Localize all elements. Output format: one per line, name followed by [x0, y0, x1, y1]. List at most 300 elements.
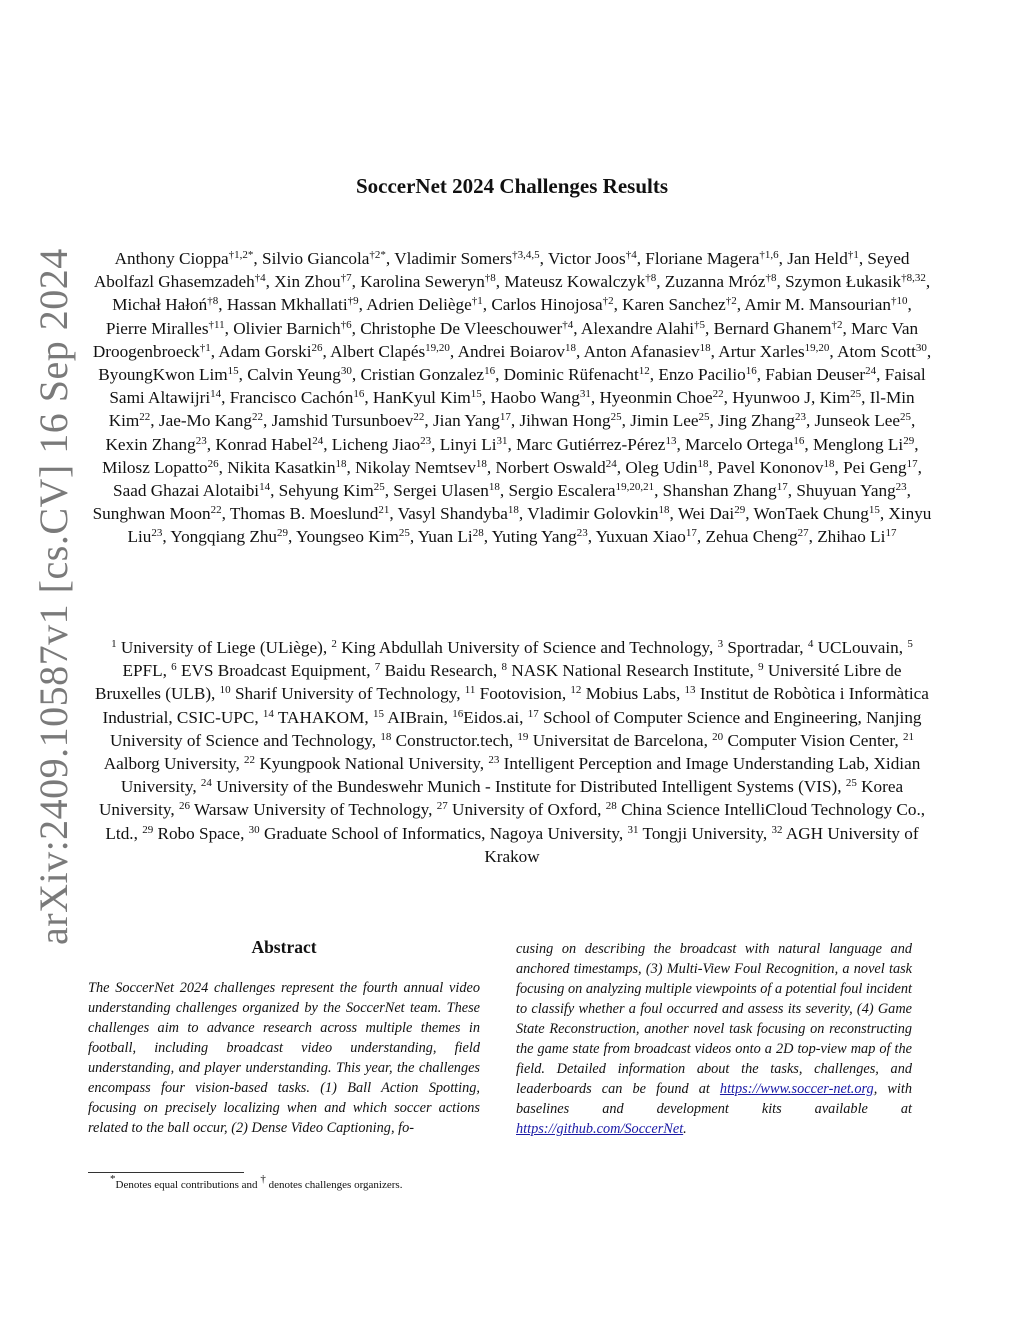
affiliation	[452, 708, 519, 727]
author-name: Atom Scott	[837, 341, 916, 361]
author-affiliation-marks: †1,6	[759, 249, 779, 261]
author	[272, 411, 425, 430]
author-name: Marc Van Droogenbroeck	[92, 318, 919, 361]
author-name: Youngseo Kim	[295, 527, 399, 547]
affiliation-number: 10	[219, 684, 231, 697]
author-affiliation-marks: 19,20	[425, 341, 450, 354]
author-affiliation-marks: 31	[579, 388, 591, 401]
affiliation-name: EVS Broadcast Equipment	[180, 661, 367, 681]
affiliation-number: 25	[845, 777, 857, 790]
author-affiliation-marks: †6	[340, 318, 352, 331]
author-name: Calvin Yeung	[247, 365, 341, 385]
author-affiliation-marks: †1,2*	[228, 249, 254, 261]
affiliation-number: 23	[488, 754, 500, 767]
author	[516, 435, 676, 454]
author-name: Zuzanna Mróz	[664, 272, 766, 292]
author	[678, 504, 745, 523]
author	[625, 458, 708, 477]
author	[490, 388, 590, 407]
author-affiliation-marks: 25	[610, 411, 622, 424]
author-affiliation-marks: 14	[259, 481, 271, 494]
author-name: Karolina Seweryn	[360, 272, 485, 292]
affiliation-number: 21	[903, 730, 915, 743]
author-name: Sunghwan Moon	[92, 504, 211, 524]
author	[440, 435, 508, 454]
author-name: Silvio Giancola	[262, 249, 370, 268]
abstract-text-right-part1: cusing on describing the broadcast with natural language and anchored timestamps, (3) Multi-View Foul Recognition, a novel task focusing on analyzing multiple viewpoints of a potential foul incident to classify whether a foul occurred and assess its severity, (4) Game State Reconstruction, another novel task focusing on reconstructing the game state from broadcast videos onto a 2D top-view map of the field. Detailed information about the tasks, challenges, and leaderboards can be found at	[516, 941, 912, 1097]
author-name: Francisco Cachón	[229, 388, 354, 408]
author-affiliation-marks: 19,20	[804, 341, 830, 354]
author-name: Carlos Hinojosa	[491, 295, 603, 315]
author	[227, 458, 346, 477]
author-affiliation-marks: 23	[794, 411, 806, 424]
author	[663, 481, 788, 500]
author-name: Menglong Li	[812, 434, 904, 454]
affiliation-name: TAHAKOM	[277, 707, 365, 727]
affiliation-name: King Abdullah University of Science and Technology	[341, 638, 709, 657]
author-name: Anton Afanasiev	[583, 341, 700, 361]
author-affiliation-marks: †8	[484, 272, 496, 285]
author-name: Enzo Pacilio	[658, 365, 746, 385]
author-name: Jae-Mo Kang	[158, 411, 252, 431]
affiliation	[331, 638, 709, 657]
arxiv-identifier: arXiv:2409.10587v1 [cs.CV] 16 Sep 2024	[31, 248, 76, 945]
author	[230, 504, 389, 523]
author	[718, 342, 829, 361]
author-name: Wei Dai	[677, 504, 735, 524]
affiliation-name: Mobius Labs	[585, 684, 676, 704]
abstract-heading: Abstract	[251, 937, 317, 957]
author	[279, 481, 385, 500]
author-affiliation-marks: 16	[353, 388, 365, 401]
author-name: Adrien Deliège	[366, 295, 472, 315]
author-affiliation-marks: 22	[139, 411, 151, 424]
author	[622, 295, 737, 314]
author	[815, 411, 911, 430]
author-name: Vasyl Shandyba	[397, 504, 508, 524]
author-affiliation-marks: 18	[488, 481, 500, 494]
author-name: Olivier Barnich	[233, 318, 341, 338]
author-name: Zehua Cheng	[705, 527, 798, 547]
author-affiliation-marks: 24	[865, 365, 877, 378]
author-name: Xinyu Liu	[127, 504, 932, 547]
author	[658, 365, 756, 384]
author	[296, 527, 410, 546]
author	[218, 342, 322, 361]
author-affiliation-marks: 23	[576, 527, 588, 540]
author-affiliation-marks: 29	[734, 504, 746, 517]
author-name: Fabian Deuser	[765, 365, 866, 385]
author-name: Szymon Łukasik	[785, 272, 902, 292]
affiliation-name: AIBrain	[387, 707, 444, 727]
affiliation	[111, 638, 323, 657]
author-affiliation-marks: 15	[227, 365, 239, 378]
author-name: Yuting Yang	[491, 527, 577, 547]
author-name: Sergio Escalera	[508, 481, 616, 501]
author-name: Dominic Rüfenacht	[503, 365, 639, 385]
author-name: Jan Held	[787, 249, 848, 268]
affiliation-number: 14	[262, 707, 274, 720]
author	[394, 249, 539, 268]
author-affiliation-marks: 22	[413, 411, 425, 424]
author	[355, 458, 487, 477]
author	[373, 388, 482, 407]
author	[215, 435, 323, 454]
abstract-text-right	[516, 939, 912, 1139]
affiliation-name: Tongji University	[642, 823, 763, 843]
affiliation	[380, 731, 508, 750]
author	[765, 365, 876, 384]
author-affiliation-marks: †2	[602, 295, 614, 308]
abstract-text-right-part2: , with baselines and development kits available at	[516, 1081, 912, 1117]
affiliation-number: 31	[627, 823, 639, 836]
affiliation-number: 29	[142, 823, 154, 836]
affiliation-name: Institut de Robòtica i Informàtica Industrial, CSIC-UPC	[102, 684, 929, 727]
author-name: Jimin Lee	[630, 411, 699, 431]
author	[796, 481, 906, 500]
affiliation-number: 2	[331, 638, 337, 650]
author-name: Andrei Boiarov	[457, 341, 565, 361]
author	[548, 249, 637, 268]
author-affiliation-marks: 25	[398, 527, 410, 540]
affiliation	[142, 824, 240, 843]
author-affiliation-marks: †7	[340, 272, 352, 285]
author-affiliation-marks: 18	[507, 504, 519, 517]
footnote-text-equal: Denotes equal contributions and	[115, 1179, 258, 1191]
affiliation-number: 24	[200, 777, 212, 790]
affiliation-name: Universitat de Barcelona	[532, 730, 704, 750]
github-link[interactable]: https://github.com/SoccerNet	[516, 1121, 684, 1137]
author-name: Shuyuan Yang	[796, 481, 896, 501]
author-name: Christophe De Vleeschouwer	[360, 318, 563, 338]
author-affiliation-marks: †2*	[369, 249, 386, 261]
author-affiliation-marks: 23	[151, 527, 163, 540]
author-affiliation-marks: 25	[899, 411, 911, 424]
author	[665, 272, 777, 291]
affiliation-number: 9	[758, 661, 764, 674]
author	[227, 295, 359, 314]
soccernet-website-link[interactable]: https://www.soccer-net.org	[719, 1081, 874, 1097]
author-affiliation-marks: †8	[645, 272, 657, 285]
author-affiliation-marks: †4	[625, 249, 637, 261]
affiliation	[628, 824, 763, 843]
author-affiliation-marks: †1	[471, 295, 483, 308]
author-name: Xin Zhou	[274, 272, 341, 292]
affiliation	[249, 824, 619, 843]
author-name: Thomas B. Moeslund	[229, 504, 379, 524]
abstract-text-left: The SoccerNet 2024 challenges represent the fourth annual video understanding challenges organized by the SoccerNet team. These challenges aim to advance research across multiple themes in football, including broadcast video understanding, field understanding, and player understanding. This year, the challenges encompass four vision-based tasks. (1) Ball Action Spotting, focusing on precisely localizing when and which soccer actions related to the ball occur, (2) Dense Video Captioning, fo-	[88, 980, 480, 1136]
author-name: Haobo Wang	[490, 388, 580, 408]
author-name: Karen Sanchez	[622, 295, 726, 315]
affiliation-name: Computer Vision Center	[727, 730, 895, 750]
author-name: Jing Zhang	[718, 411, 795, 431]
author-affiliation-marks: 16	[745, 365, 757, 378]
author-affiliation-marks: 27	[797, 527, 809, 540]
affiliation-number: 18	[380, 730, 392, 743]
author	[159, 411, 263, 430]
author-affiliation-marks: 22	[251, 411, 263, 424]
affiliation-name: AGH University of Krakow	[484, 823, 919, 866]
affiliation	[570, 684, 676, 703]
author	[509, 481, 655, 500]
affiliation	[171, 661, 366, 680]
author-affiliation-marks: 25	[373, 481, 385, 494]
author	[106, 319, 225, 338]
affiliation-name: University of the Bundeswehr Munich - Institute for Distributed Intelligent Systems (VIS)	[216, 777, 838, 797]
author-affiliation-marks: 23	[195, 434, 207, 447]
author-name: Anthony Cioppa	[114, 249, 229, 268]
author-name: Pei Geng	[843, 457, 907, 477]
author-affiliation-marks: †3,4,5	[512, 249, 540, 261]
author-affiliation-marks: 30	[340, 365, 352, 378]
author-name: Hassan Mkhallati	[226, 295, 348, 315]
paper-title: SoccerNet 2024 Challenges Results	[355, 174, 669, 198]
affiliation-name: Intelligent Perception and Image Understanding Lab, Xidian University	[120, 754, 921, 797]
author	[330, 342, 450, 361]
author	[645, 249, 778, 268]
affiliation	[502, 661, 750, 680]
author-affiliation-marks: 22	[712, 388, 724, 401]
author	[274, 272, 351, 291]
author	[233, 319, 351, 338]
author	[492, 527, 588, 546]
affiliation-number: 26	[178, 800, 190, 813]
author-list: Anthony Cioppa$^{\dagger 1,2*}$, Silvio Giancola$^{\dagger 2*}$, Vladimir Somers$^{\dagger 3,4,5}$, Victor Joos$^{\dagger 4}$, Floriane Magera$^{\dagger 1,6}$, Jan Held$^{\dagger 1}$, Seyed Abolfazl Ghasemzadeh$^{\dagger 4}$, Xin Zhou$^{\dagger 7}$, Karolina Seweryn$^{\dagger 8}$, Mateusz Kowalczyk$^{\dagger 8}$, Zuzanna Mróz$^{\dagger 8}$, Szymon Łukasik$^{\dagger 8,32}$, Michał Hałoń$^{\dagger 8}$, Hassan Mkhallati$^{\dagger 9}$, Adrien Deliège$^{\dagger 1}$, Carlos Hinojosa$^{\dagger 2}$, Karen Sanchez$^{\dagger 2}$, Amir M. Mansourian$^{\dagger 10}$, Pierre Miralles$^{\dagger 11}$, Olivier Barnich$^{\dagger 6}$, Christophe De Vleeschouwer$^{\dagger 4}$, Alexandre Alahi$^{\dagger 5}$, Bernard Ghanem$^{\dagger 2}$, Marc Van Droogenbroeck$^{\dagger 1}$, Adam Gorski$^{26}$, Albert Clapés$^{19,20}$, Andrei Boiarov$^{18}$, Anton Afanasiev$^{18}$, Artur Xarles$^{19,20}$, Atom Scott$^{30}$, ByoungKwon Lim$^{15}$, Calvin Yeung$^{30}$, Cristian Gonzalez$^{16}$, Dominic Rüfenacht$^{12}$, Enzo Pacilio$^{16}$, Fabian Deuser$^{24}$, Faisal Sami Altawijri$^{14}$, Francisco Cachón$^{16}$, HanKyul Kim$^{15}$, Haobo Wang$^{31}$, Hyeonmin Choe$^{22}$, Hyunwoo J, Kim$^{25}$, Il-Min Kim$^{22}$, Jae-Mo Kang$^{22}$, Jamshid Tursunboev$^{22}$, Jian Yang$^{17}$, Jihwan Hong$^{25}$, Jimin Lee$^{25}$, Jing Zhang$^{23}$, Junseok Lee$^{25}$, Kexin Zhang$^{23}$, Konrad Habel$^{24}$, Licheng Jiao$^{23}$, Linyi Li$^{31}$, Marc Gutiérrez-Pérez$^{13}$, Marcelo Ortega$^{16}$, Menglong Li$^{29}$, Milosz Lopatto$^{26}$, Nikita Kasatkin$^{18}$, Nikolay Nemtsev$^{18}$, Norbert Oswald$^{24}$, Oleg Udin$^{18}$, Pavel Kononov$^{18}$, Pei Geng$^{17}$, Saad Ghazai Alotaibi$^{14}$, Sehyung Kim$^{25}$, Sergei Ulasen$^{18}$, Sergio Escalera$^{19,20,21}$, Shanshan Zhang$^{17}$, Shuyuan Yang$^{23}$, Sunghwan Moon$^{22}$, Thomas B. Moeslund$^{21}$, Vasyl Shandyba$^{18}$, Vladimir Golovkin$^{18}$, Wei Dai$^{29}$, WonTaek Chung$^{15}$, Xinyu Liu$^{23}$, Yongqiang Zhu$^{29}$, Youngseo Kim$^{25}$, Yuan Li$^{28}$, Yuting Yang$^{23}$, Yuxuan Xiao$^{17}$, Zehua Cheng$^{27}$, Zhihao Li$^{17}$	[92, 249, 932, 547]
affiliation	[244, 754, 480, 773]
author	[596, 527, 697, 546]
affiliation-number: 3	[717, 638, 724, 650]
author-name: Oleg Udin	[625, 457, 698, 477]
affiliation-number: 22	[244, 754, 256, 767]
author	[817, 527, 896, 546]
author-name: WonTaek Chung	[753, 504, 869, 524]
affiliation-name: University of Oxford	[452, 800, 598, 820]
author-name: Yuxuan Xiao	[595, 527, 686, 547]
author	[504, 365, 650, 384]
affiliation-name: School of Computer Science and Engineering, Nanjing University of Science and Technology	[109, 707, 922, 750]
author-name: Yongqiang Zhu	[170, 527, 278, 547]
affiliation-number: 8	[501, 661, 508, 674]
author-affiliation-marks: 18	[823, 457, 835, 470]
author-affiliation-marks: 23	[420, 434, 432, 447]
author-affiliation-marks: †8	[207, 295, 219, 308]
affiliation	[220, 684, 457, 703]
affiliation-name: Baidu Research	[384, 661, 493, 681]
author-affiliation-marks: †11	[208, 318, 225, 331]
affiliation-number: 12	[570, 684, 582, 697]
author	[785, 272, 926, 291]
affiliation-name: UCLouvain	[817, 638, 899, 657]
author	[93, 504, 222, 523]
author-affiliation-marks: †1	[199, 341, 211, 354]
author	[98, 365, 238, 384]
author-name: Seyed Abolfazl Ghasemzadeh	[93, 249, 910, 292]
affiliation-name: Constructor.tech	[395, 730, 509, 750]
affiliation-number: 6	[171, 661, 177, 674]
affiliation-name: University of Liege (ULiège)	[120, 638, 323, 657]
affiliation-number: 28	[605, 800, 617, 813]
author	[112, 295, 218, 314]
author-name: Mateusz Kowalczyk	[504, 272, 646, 292]
author-name: Marc Gutiérrez-Pérez	[516, 434, 666, 454]
author	[106, 435, 207, 454]
author-name: Saad Ghazai Alotaibi	[113, 481, 260, 501]
author-name: Yuan Li	[417, 527, 473, 547]
affiliation-name: Sportradar	[727, 638, 800, 657]
affiliation-number: 19	[517, 730, 529, 743]
author-name: Jihwan Hong	[519, 411, 611, 431]
affiliation	[179, 800, 428, 819]
affiliation-number: 27	[436, 800, 448, 813]
footnote-marker-dagger: †	[260, 1173, 266, 1185]
author-affiliation-marks: 12	[638, 365, 650, 378]
author	[360, 319, 573, 338]
author	[599, 388, 723, 407]
author-affiliation-marks: 15	[470, 388, 482, 401]
author-affiliation-marks: 25	[850, 388, 862, 401]
author-affiliation-marks: †9	[347, 295, 359, 308]
author-affiliation-marks: 16	[793, 434, 805, 447]
author-name: Sehyung Kim	[278, 481, 374, 501]
affiliation-name: Robo Space	[157, 823, 241, 843]
author-name: Adam Gorski	[218, 341, 312, 361]
author-affiliation-marks: 29	[903, 434, 915, 447]
author-name: Marcelo Ortega	[685, 434, 794, 454]
author-affiliation-marks: †1	[847, 249, 859, 261]
author-name: Artur Xarles	[718, 341, 805, 361]
author-affiliation-marks: 18	[658, 504, 670, 517]
affiliation	[465, 684, 562, 703]
affiliation-number: 20	[712, 730, 724, 743]
author-affiliation-marks: 18	[699, 341, 711, 354]
author-name: Amir M. Mansourian	[744, 295, 891, 315]
affiliation-name: Warsaw University of Technology	[193, 800, 429, 820]
affiliation-name: Sharif University of Technology	[234, 684, 457, 704]
author-affiliation-marks: †2	[831, 318, 843, 331]
author	[685, 435, 804, 454]
author-name: Bernard Ghanem	[713, 318, 832, 338]
author-affiliation-marks: 21	[378, 504, 390, 517]
author-name: Nikita Kasatkin	[227, 457, 336, 477]
author-name: Floriane Magera	[645, 249, 760, 268]
author	[581, 319, 705, 338]
author-affiliation-marks: 17	[776, 481, 788, 494]
author	[332, 435, 431, 454]
author-affiliation-marks: 17	[685, 527, 697, 540]
affiliation	[517, 731, 703, 750]
affiliation-number: 1	[111, 638, 117, 650]
author	[718, 411, 806, 430]
author-name: ByoungKwon Lim	[98, 365, 228, 385]
author	[170, 527, 288, 546]
author-affiliation-marks: 29	[277, 527, 289, 540]
author	[491, 295, 613, 314]
affiliation-number: 17	[527, 707, 539, 720]
author-name: Faisal Sami Altawijri	[109, 365, 926, 408]
author	[230, 388, 365, 407]
author-affiliation-marks: 17	[906, 457, 918, 470]
author	[418, 527, 484, 546]
affiliation	[201, 777, 837, 796]
author-affiliation-marks: 18	[475, 457, 487, 470]
author	[527, 504, 669, 523]
author	[732, 388, 861, 407]
author-name: Licheng Jiao	[331, 434, 421, 454]
author-name: Kexin Zhang	[105, 434, 196, 454]
author-name: Pierre Miralles	[105, 318, 209, 338]
author-name: Albert Clapés	[330, 341, 426, 361]
author-name: Nikolay Nemtsev	[355, 457, 476, 477]
author-affiliation-marks: 15	[868, 504, 880, 517]
author	[262, 249, 386, 268]
author-name: Il-Min Kim	[108, 388, 915, 431]
author-name: Vladimir Golovkin	[527, 504, 659, 524]
author-affiliation-marks: †4	[562, 318, 574, 331]
author-affiliation-marks: 22	[210, 504, 222, 517]
author-affiliation-marks: 18	[335, 457, 347, 470]
author	[787, 249, 859, 268]
author-affiliation-marks: 17	[885, 527, 897, 540]
affiliation	[437, 800, 597, 819]
author-name: Junseok Lee	[814, 411, 900, 431]
affiliation-name: NASK National Research Institute	[511, 661, 750, 681]
author-affiliation-marks: 26	[311, 341, 323, 354]
author-name: Linyi Li	[439, 434, 497, 454]
author-name: Cristian Gonzalez	[360, 365, 485, 385]
author	[433, 411, 511, 430]
author	[714, 319, 843, 338]
affiliation-list: $^1$ University of Liege (ULiège), $^2$ King Abdullah University of Science and Technology, $^3$ Sportradar, $^4$ UCLouvain, $^5$ EPFL, $^6$ EVS Broadcast Equipment, $^7$ Baidu Research, $^8$ NASK National Research Institute, $^9$ Université Libre de Bruxelles (ULB), $^{10}$ Sharif University of Technology, $^{11}$ Footovision, $^{12}$ Mobius Labs, $^{13}$ Institut de Robòtica i Informàtica Industrial, CSIC-UPC, $^{14}$ TAHAKOM, $^{15}$ AIBrain, $^{16}$Eidos.ai, $^{17}$ School of Computer Science and Engineering, Nanjing University of Science and Technology, $^{18}$ Constructor.tech, $^{19}$ Universitat de Barcelona, $^{20}$ Computer Vision Center, $^{21}$ Aalborg University, $^{22}$ Kyungpook National University, $^{23}$ Intelligent Perception and Image Understanding Lab, Xidian University, $^{24}$ University of the Bundeswehr Munich - Institute for Distributed Intelligent Systems (VIS), $^{25}$ Korea University, $^{26}$ Warsaw University of Technology, $^{27}$ University of Oxford, $^{28}$ China Science IntelliCloud Technology Co., Ltd., $^{29}$ Robo Space, $^{30}$ Graduate School of Informatics, Nagoya University, $^{31}$ Tongji University, $^{32}$ AGH University of Krakow	[95, 638, 929, 866]
author-name: Victor Joos	[547, 249, 626, 268]
author-name: Shanshan Zhang	[662, 481, 777, 501]
author-affiliation-marks: †5	[694, 318, 706, 331]
author	[813, 435, 914, 454]
author-affiliation-marks: 23	[895, 481, 907, 494]
footnote	[110, 1173, 490, 1192]
author-affiliation-marks: 31	[496, 434, 508, 447]
author-name: Hyunwoo J, Kim	[732, 388, 851, 408]
author	[366, 295, 482, 314]
affiliation	[718, 638, 800, 657]
author-affiliation-marks: 25	[698, 411, 710, 424]
affiliation	[373, 708, 444, 727]
affiliation	[263, 708, 364, 727]
affiliation-number: 7	[374, 661, 381, 674]
footnote-marker-equal: *	[110, 1173, 116, 1185]
affiliation-name: Kyungpook National University	[259, 754, 480, 774]
author	[360, 272, 496, 291]
affiliation-number: 15	[372, 707, 384, 720]
author-name: HanKyul Kim	[372, 388, 471, 408]
author-affiliation-marks: 14	[210, 388, 222, 401]
author-affiliation-marks: 19,20,21	[615, 481, 655, 494]
author-name: Milosz Lopatto	[102, 457, 208, 477]
author-affiliation-marks: †4	[254, 272, 266, 285]
author-affiliation-marks: 24	[605, 457, 617, 470]
affiliation-name: EPFL	[122, 661, 163, 681]
affiliation-name: China Science IntelliCloud Technology Co., Ltd.	[105, 800, 926, 843]
footnote-text-organizers: denotes challenges organizers.	[268, 1179, 403, 1191]
affiliation-name: Korea University	[98, 777, 904, 820]
author	[843, 458, 918, 477]
author-name: Sergei Ulasen	[393, 481, 489, 501]
affiliation	[712, 731, 894, 750]
affiliation-number: 5	[907, 638, 913, 650]
author-affiliation-marks: 18	[564, 341, 576, 354]
author-name: Hyeonmin Choe	[599, 388, 713, 408]
affiliation-number: 16	[452, 707, 464, 720]
author	[630, 411, 709, 430]
